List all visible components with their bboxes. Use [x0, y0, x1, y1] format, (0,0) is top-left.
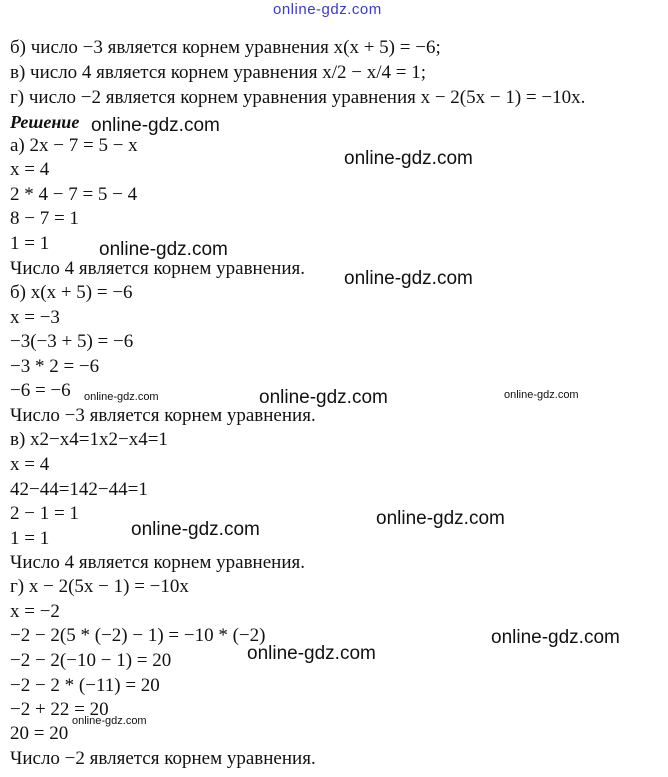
- watermark: online-gdz.com: [259, 387, 388, 408]
- solution-g-step: −2 − 2(−10 − 1) = 20: [10, 650, 172, 671]
- solution-a-step: 2 * 4 − 7 = 5 − 4: [10, 184, 138, 205]
- solution-g-step: 20 = 20: [10, 723, 69, 744]
- solution-b-step: −3(−3 + 5) = −6: [10, 331, 134, 352]
- solution-v-step: 42−44=142−44=1: [10, 479, 148, 500]
- watermark: online-gdz.com: [376, 508, 505, 529]
- watermark: online-gdz.com: [491, 627, 620, 648]
- solution-g-equation: г) x − 2(5x − 1) = −10x: [10, 576, 189, 597]
- solution-g-step: −2 − 2 * (−11) = 20: [10, 675, 160, 696]
- solution-v-step: 2 − 1 = 1: [10, 503, 79, 524]
- solution-b-equation: б) x(x + 5) = −6: [10, 282, 133, 303]
- watermark: online-gdz.com: [247, 643, 376, 664]
- solution-g-step: −2 + 22 = 20: [10, 699, 109, 720]
- solution-b-step: −3 * 2 = −6: [10, 356, 100, 377]
- watermark: online-gdz.com: [91, 115, 220, 136]
- solution-a-step: 8 − 7 = 1: [10, 208, 79, 229]
- solution-b-step: x = −3: [10, 307, 60, 328]
- problem-line-v: в) число 4 является корнем уравнения x/2 − x/4 = 1;: [10, 62, 426, 83]
- solution-a-step: x = 4: [10, 159, 50, 180]
- problem-line-g: г) число −2 является корнем уравнения уравнения x − 2(5x − 1) = −10x.: [10, 87, 586, 108]
- watermark: online-gdz.com: [504, 389, 579, 401]
- watermark: online-gdz.com: [72, 715, 147, 727]
- watermark: online-gdz.com: [344, 268, 473, 289]
- solution-g-conclusion: Число −2 является корнем уравнения.: [10, 748, 316, 769]
- solution-v-equation: в) x2−x4=1x2−x4=1: [10, 429, 168, 450]
- solution-v-conclusion: Число 4 является корнем уравнения.: [10, 552, 305, 573]
- solution-v-step: x = 4: [10, 454, 50, 475]
- solution-a-step: 1 = 1: [10, 233, 50, 254]
- solution-a-equation: а) 2x − 7 = 5 − x: [10, 135, 138, 156]
- watermark: online-gdz.com: [84, 391, 159, 403]
- watermark: online-gdz.com: [344, 148, 473, 169]
- watermark: online-gdz.com: [99, 239, 228, 260]
- solution-b-conclusion: Число −3 является корнем уравнения.: [10, 405, 316, 426]
- solution-heading: Решение: [10, 112, 80, 132]
- solution-a-conclusion: Число 4 является корнем уравнения.: [10, 258, 305, 279]
- solution-g-step: x = −2: [10, 601, 60, 622]
- solution-v-step: 1 = 1: [10, 528, 50, 549]
- header-watermark: online-gdz.com: [273, 1, 382, 18]
- solution-b-step: −6 = −6: [10, 380, 71, 401]
- problem-line-b: б) число −3 является корнем уравнения x(x + 5) = −6;: [10, 37, 441, 58]
- solution-g-step: −2 − 2(5 * (−2) − 1) = −10 * (−2): [10, 625, 266, 646]
- watermark: online-gdz.com: [131, 519, 260, 540]
